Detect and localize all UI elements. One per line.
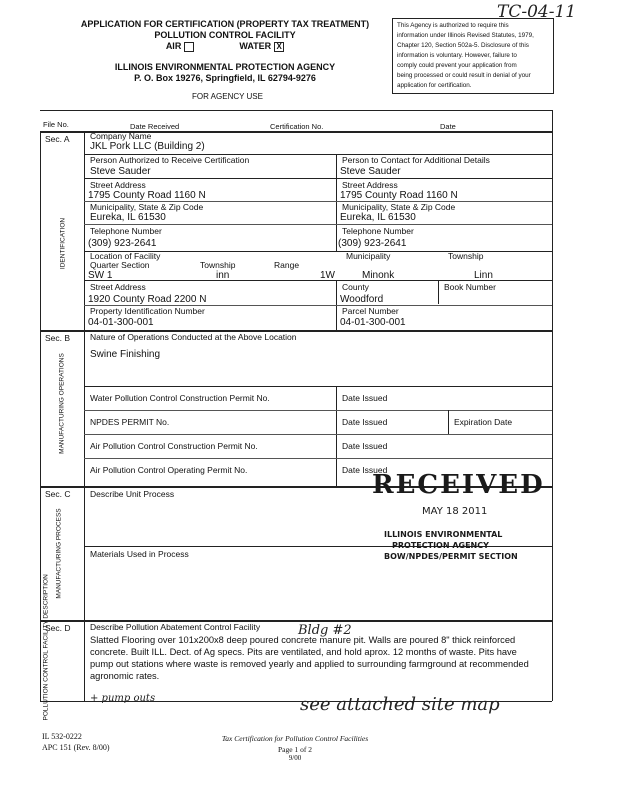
notice-line: information is voluntary. However, failure to bbox=[397, 52, 517, 59]
date-issued-label: Date Issued bbox=[342, 465, 388, 475]
section-d-label: Sec. D bbox=[45, 623, 71, 633]
quarter-section-value[interactable]: SW 1 bbox=[88, 270, 113, 281]
person-authorized-label: Person Authorized to Receive Certification bbox=[90, 155, 250, 165]
section-a-label: Sec. A bbox=[45, 134, 70, 144]
telephone-value[interactable]: (309) 923-2641 bbox=[88, 238, 157, 249]
county-value[interactable]: Woodford bbox=[340, 294, 384, 305]
section-b-label: Sec. B bbox=[45, 333, 71, 343]
privacy-notice-box bbox=[392, 18, 554, 94]
county-label: County bbox=[342, 282, 369, 292]
notice-line: application for certification. bbox=[397, 82, 472, 89]
footer-page: Page 1 of 2 bbox=[278, 745, 312, 754]
facility-description-line[interactable]: pump out stations where waste is removed yearly and applied to surrounding farmground at recommended bbox=[90, 659, 529, 669]
handwritten-case-number: TC-04-11 bbox=[497, 2, 577, 22]
received-stamp-date: MAY 18 2011 bbox=[422, 506, 488, 517]
date-issued-label: Date Issued bbox=[342, 393, 388, 403]
section-c-label: Sec. C bbox=[45, 489, 71, 499]
date-issued-label: Date Issued bbox=[342, 417, 388, 427]
footer-date: 9/00 bbox=[288, 754, 302, 762]
nature-of-operations-label: Nature of Operations Conducted at the Above Location bbox=[90, 332, 297, 342]
npdes-permit-label: NPDES PERMIT No. bbox=[90, 417, 170, 427]
water-permit-label: Water Pollution Control Construction Permit No. bbox=[90, 393, 270, 403]
for-agency-use-label: FOR AGENCY USE bbox=[192, 92, 263, 101]
property-id-value[interactable]: 04-01-300-001 bbox=[88, 317, 154, 328]
parcel-number-value[interactable]: 04-01-300-001 bbox=[340, 317, 406, 328]
municipality-value[interactable]: Eureka, IL 61530 bbox=[90, 212, 166, 223]
municipality-label: Municipality, State & Zip Code bbox=[90, 202, 204, 212]
facility-description-line[interactable]: agronomic rates. bbox=[90, 671, 160, 681]
notice-line: being processed or could result in denial of your bbox=[397, 72, 531, 79]
township-label: Township bbox=[200, 260, 236, 270]
book-number-label: Book Number bbox=[444, 282, 496, 292]
notice-line: Chapter 120, Section 502a-5. Disclosure of this bbox=[397, 42, 529, 49]
handwritten-building-note: Bldg #2 bbox=[298, 623, 352, 638]
person-contact-value[interactable]: Steve Sauder bbox=[340, 166, 401, 177]
company-name-label: Company Name bbox=[90, 131, 152, 141]
form-number: IL 532-0222 bbox=[42, 732, 82, 741]
parcel-number-label: Parcel Number bbox=[342, 306, 399, 316]
stamp-agency-line3: BOW/NPDES/PERMIT SECTION bbox=[384, 552, 518, 561]
street2-value[interactable]: 1920 County Road 2200 N bbox=[88, 294, 207, 305]
section-number-value[interactable]: inn bbox=[216, 270, 230, 281]
air-checkbox[interactable] bbox=[184, 42, 194, 52]
range-value[interactable]: 1W bbox=[320, 270, 335, 281]
apc-number: APC 151 (Rev. 8/00) bbox=[42, 743, 110, 752]
street-address-value[interactable]: 1795 County Road 1160 N bbox=[88, 190, 206, 201]
street-address-value-right[interactable]: 1795 County Road 1160 N bbox=[340, 190, 458, 201]
municipality-col-label: Municipality bbox=[346, 251, 391, 261]
section-a-side-label: IDENTIFICATION bbox=[59, 217, 67, 270]
materials-used-label: Materials Used in Process bbox=[90, 549, 189, 559]
range-label: Range bbox=[274, 260, 300, 270]
agency-name: ILLINOIS ENVIRONMENTAL PROTECTION AGENCY bbox=[114, 62, 336, 72]
telephone-label-right: Telephone Number bbox=[342, 226, 414, 236]
date-label: Date bbox=[440, 122, 456, 131]
municipality-value-location[interactable]: Minonk bbox=[362, 270, 395, 281]
company-name-value[interactable]: JKL Pork LLC (Building 2) bbox=[90, 141, 205, 152]
file-no-label: File No. bbox=[43, 120, 69, 129]
air-construction-permit-label: Air Pollution Control Construction Permit No. bbox=[90, 441, 258, 451]
street2-label: Street Address bbox=[90, 282, 146, 292]
section-b-side-label: MANUFACTURING OPERATIONS bbox=[58, 353, 66, 454]
notice-line: information under Illinois Revised Statutes, 1979, bbox=[397, 32, 534, 39]
describe-facility-label: Describe Pollution Abatement Control Facility bbox=[90, 622, 261, 632]
facility-description-line[interactable]: Slatted Flooring over 101x200x8 deep poured concrete manure pit. Walls are poured 8" thick reinforced bbox=[90, 635, 516, 645]
air-label: AIR bbox=[165, 41, 182, 51]
certification-no-label: Certification No. bbox=[270, 122, 324, 131]
telephone-value-right[interactable]: (309) 923-2641 bbox=[338, 238, 407, 249]
date-issued-label: Date Issued bbox=[342, 441, 388, 451]
notice-line: comply could prevent your application from bbox=[397, 62, 517, 69]
expiration-date-label: Expiration Date bbox=[454, 417, 513, 427]
section-c-side-label: MANUFACTURING PROCESS bbox=[55, 508, 63, 599]
describe-unit-process-label: Describe Unit Process bbox=[90, 489, 175, 499]
nature-of-operations-value[interactable]: Swine Finishing bbox=[90, 349, 161, 360]
person-authorized-value[interactable]: Steve Sauder bbox=[90, 166, 151, 177]
street-address-label: Street Address bbox=[90, 180, 146, 190]
person-contact-label: Person to Contact for Additional Details bbox=[342, 155, 490, 165]
air-operating-permit-label: Air Pollution Control Operating Permit No. bbox=[90, 465, 248, 475]
quarter-section-label: Quarter Section bbox=[90, 260, 150, 270]
street-address-label-right: Street Address bbox=[342, 180, 398, 190]
telephone-label: Telephone Number bbox=[90, 226, 162, 236]
township-col-label: Township bbox=[448, 251, 484, 261]
township-value[interactable]: Linn bbox=[474, 270, 493, 281]
municipality-label-right: Municipality, State & Zip Code bbox=[342, 202, 456, 212]
received-stamp: RECEIVED bbox=[372, 470, 545, 500]
facility-description-line[interactable]: concrete. Built ILL. Dect. of Ag specs. Pits are ventilated, and hold aprox. 12 months of waste. Pits have bbox=[90, 647, 517, 657]
agency-address: P. O. Box 19276, Springfield, IL 62794-9276 bbox=[134, 73, 316, 83]
location-label: Location of Facility bbox=[90, 251, 161, 261]
air-water-checkboxes bbox=[60, 41, 390, 52]
municipality-value-right[interactable]: Eureka, IL 61530 bbox=[340, 212, 416, 223]
handwritten-pump-outs: + pump outs bbox=[90, 693, 156, 704]
water-label: WATER bbox=[239, 41, 272, 51]
date-received-label: Date Received bbox=[130, 122, 180, 131]
stamp-agency-line2: PROTECTION AGENCY bbox=[392, 541, 489, 550]
footer-title: Tax Certification for Pollution Control Facilities bbox=[221, 734, 369, 743]
form-title: APPLICATION FOR CERTIFICATION (PROPERTY TAX TREATMENT) bbox=[80, 19, 370, 29]
stamp-agency-line1: ILLINOIS ENVIRONMENTAL bbox=[384, 530, 503, 539]
notice-line: This Agency is authorized to require this bbox=[397, 22, 509, 29]
handwritten-site-map-note: see attached site map bbox=[300, 694, 500, 715]
form-subtitle: POLLUTION CONTROL FACILITY bbox=[154, 30, 296, 40]
water-checkbox[interactable]: X bbox=[274, 42, 284, 52]
property-id-label: Property Identification Number bbox=[90, 306, 205, 316]
section-d-side-label: POLLUTION CONTROL FACILITY DESCRIPTION bbox=[42, 574, 50, 721]
